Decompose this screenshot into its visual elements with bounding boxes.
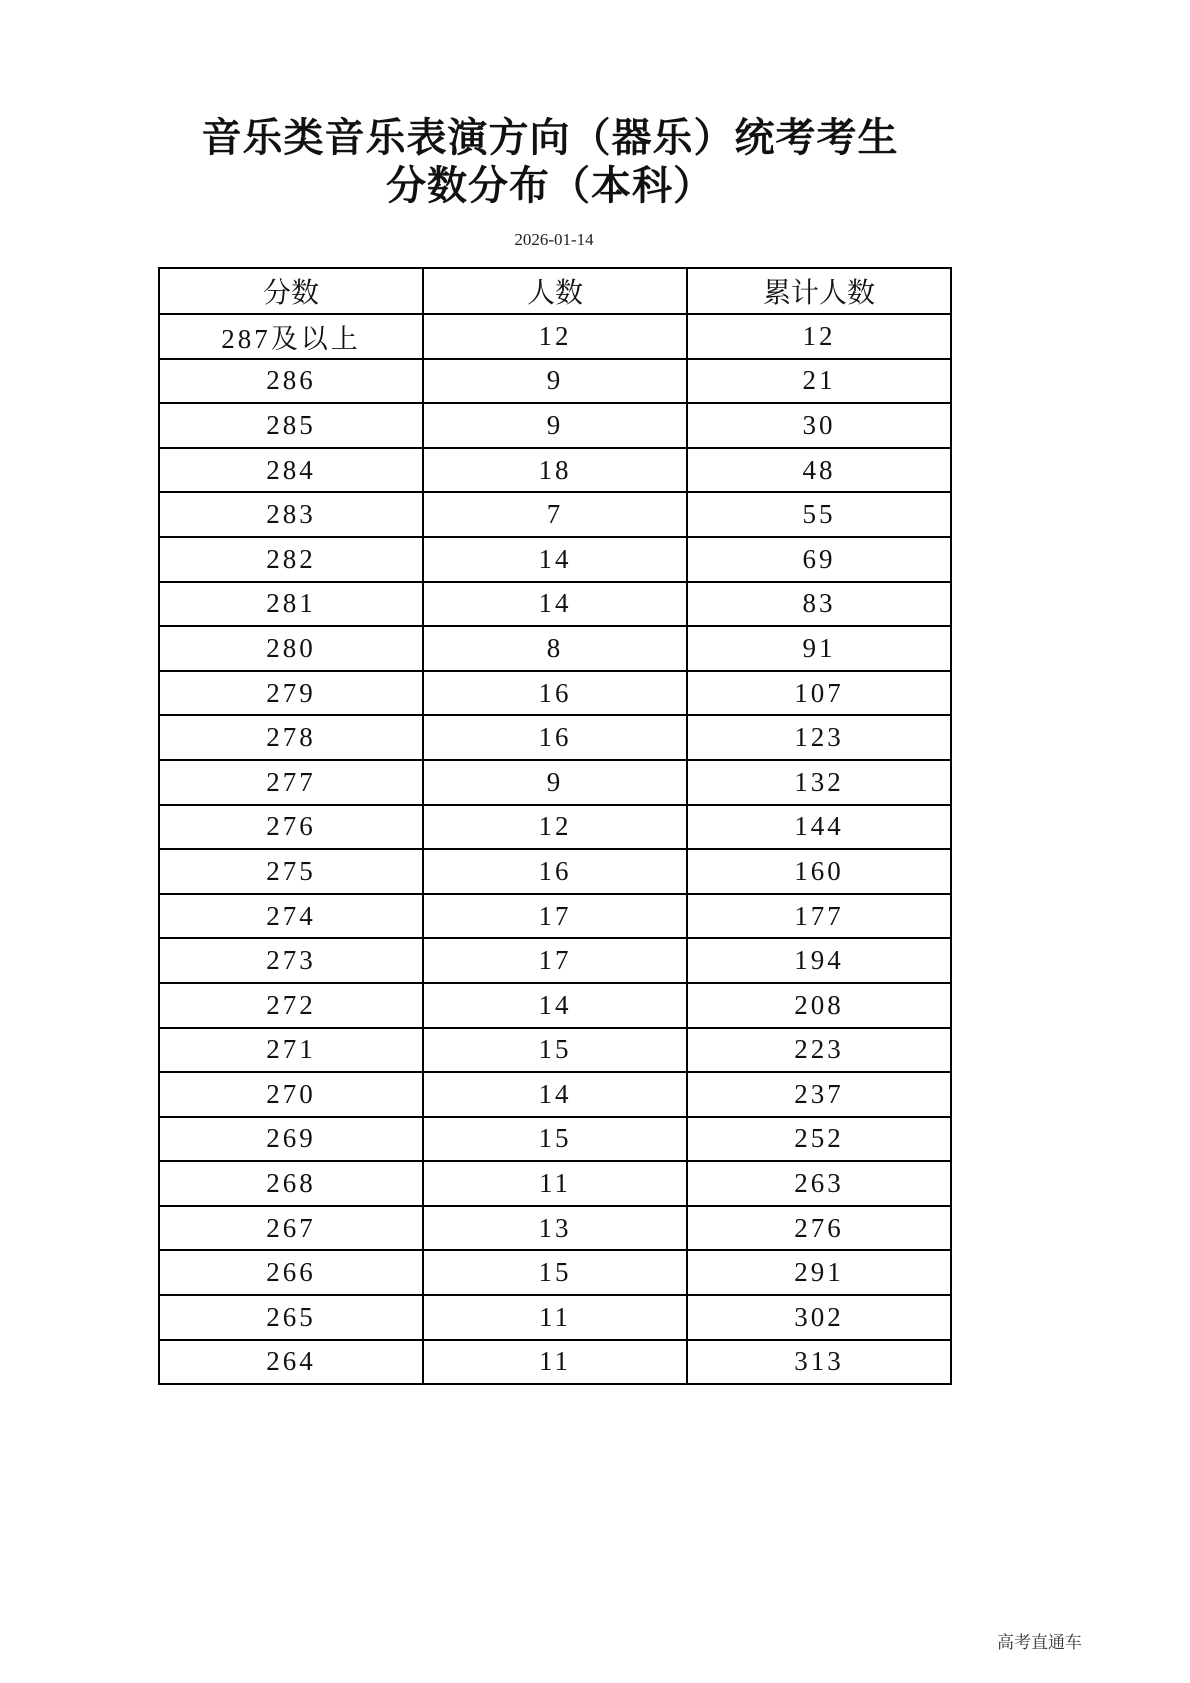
cell-cumulative: 252	[687, 1117, 951, 1162]
table-row	[159, 314, 951, 359]
table-row	[159, 715, 951, 760]
table-row	[159, 1250, 951, 1295]
cell-count: 16	[423, 715, 687, 760]
cell-score: 271	[159, 1028, 423, 1073]
cell-count: 17	[423, 938, 687, 983]
cell-score: 278	[159, 715, 423, 760]
cell-score: 285	[159, 403, 423, 448]
cell-count: 9	[423, 359, 687, 404]
cell-score: 283	[159, 492, 423, 537]
table-body	[159, 314, 951, 1384]
cell-count: 11	[423, 1295, 687, 1340]
table-row	[159, 537, 951, 582]
table-row	[159, 1161, 951, 1206]
cell-count: 12	[423, 314, 687, 359]
cell-score: 286	[159, 359, 423, 404]
cell-cumulative: 237	[687, 1072, 951, 1117]
cell-cumulative: 21	[687, 359, 951, 404]
cell-count: 12	[423, 805, 687, 850]
table-header-row	[159, 268, 951, 314]
cell-score: 281	[159, 582, 423, 627]
table-row	[159, 582, 951, 627]
cell-score: 274	[159, 894, 423, 939]
table-row	[159, 805, 951, 850]
table-row	[159, 1117, 951, 1162]
cell-cumulative: 132	[687, 760, 951, 805]
cell-score: 273	[159, 938, 423, 983]
cell-score: 266	[159, 1250, 423, 1295]
table-row	[159, 1340, 951, 1385]
table-row	[159, 1028, 951, 1073]
cell-cumulative: 12	[687, 314, 951, 359]
cell-cumulative: 263	[687, 1161, 951, 1206]
table-row	[159, 1295, 951, 1340]
cell-cumulative: 194	[687, 938, 951, 983]
publish-date: 2026-01-14	[514, 230, 594, 249]
cell-count: 16	[423, 671, 687, 716]
cell-score: 269	[159, 1117, 423, 1162]
cell-score: 264	[159, 1340, 423, 1385]
cell-count: 15	[423, 1028, 687, 1073]
cell-count: 11	[423, 1161, 687, 1206]
cell-count: 15	[423, 1117, 687, 1162]
cell-score: 265	[159, 1295, 423, 1340]
cell-score: 267	[159, 1206, 423, 1251]
cell-count: 18	[423, 448, 687, 493]
cell-score: 276	[159, 805, 423, 850]
cell-score: 279	[159, 671, 423, 716]
cell-count: 9	[423, 760, 687, 805]
cell-count: 8	[423, 626, 687, 671]
cell-cumulative: 107	[687, 671, 951, 716]
cell-cumulative: 276	[687, 1206, 951, 1251]
table-row	[159, 359, 951, 404]
cell-count: 14	[423, 582, 687, 627]
cell-cumulative: 55	[687, 492, 951, 537]
cell-cumulative: 291	[687, 1250, 951, 1295]
cell-count: 17	[423, 894, 687, 939]
cell-count: 7	[423, 492, 687, 537]
cell-count: 14	[423, 1072, 687, 1117]
cell-score: 270	[159, 1072, 423, 1117]
document-title: 音乐类音乐表演方向（器乐）统考考生	[201, 114, 899, 161]
cell-count: 16	[423, 849, 687, 894]
cell-cumulative: 123	[687, 715, 951, 760]
table-row	[159, 671, 951, 716]
document-subtitle: 分数分布（本科）	[386, 162, 714, 209]
watermark-text: 高考直通车	[997, 1633, 1082, 1653]
cell-count: 14	[423, 537, 687, 582]
cell-score: 282	[159, 537, 423, 582]
cell-score: 268	[159, 1161, 423, 1206]
table-row	[159, 1072, 951, 1117]
cell-score: 275	[159, 849, 423, 894]
cell-score: 284	[159, 448, 423, 493]
cell-cumulative: 30	[687, 403, 951, 448]
table-row	[159, 849, 951, 894]
cell-cumulative: 160	[687, 849, 951, 894]
cell-count: 13	[423, 1206, 687, 1251]
cell-cumulative: 48	[687, 448, 951, 493]
cell-cumulative: 83	[687, 582, 951, 627]
table-row	[159, 760, 951, 805]
cell-cumulative: 177	[687, 894, 951, 939]
cell-cumulative: 208	[687, 983, 951, 1028]
cell-score: 272	[159, 983, 423, 1028]
cell-count: 14	[423, 983, 687, 1028]
cell-score: 277	[159, 760, 423, 805]
cell-count: 9	[423, 403, 687, 448]
table-row	[159, 894, 951, 939]
score-distribution-table	[158, 267, 952, 1385]
table-row	[159, 448, 951, 493]
cell-score: 287及以上	[159, 314, 423, 359]
table-row	[159, 938, 951, 983]
cell-cumulative: 91	[687, 626, 951, 671]
cell-score: 280	[159, 626, 423, 671]
table-row	[159, 983, 951, 1028]
table-row	[159, 403, 951, 448]
header-score: 分数	[159, 268, 423, 314]
cell-count: 11	[423, 1340, 687, 1385]
cell-cumulative: 313	[687, 1340, 951, 1385]
cell-cumulative: 144	[687, 805, 951, 850]
header-cumulative: 累计人数	[687, 268, 951, 314]
table-row	[159, 1206, 951, 1251]
table-row	[159, 492, 951, 537]
header-count: 人数	[423, 268, 687, 314]
cell-cumulative: 69	[687, 537, 951, 582]
cell-cumulative: 223	[687, 1028, 951, 1073]
table-row	[159, 626, 951, 671]
cell-cumulative: 302	[687, 1295, 951, 1340]
cell-count: 15	[423, 1250, 687, 1295]
